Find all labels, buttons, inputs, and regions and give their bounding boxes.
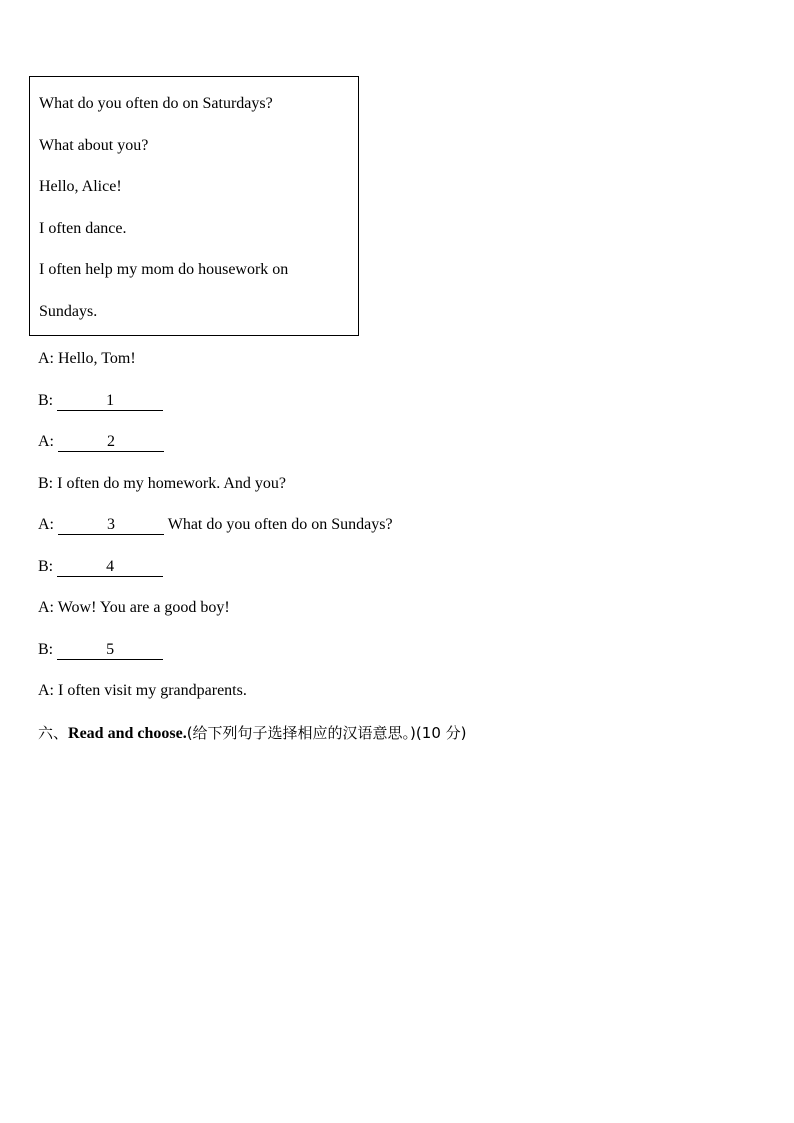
speaker-label: B: (38, 558, 54, 575)
dialogue-line (38, 681, 247, 701)
dialogue-line (38, 349, 136, 369)
dialogue-text: Hello, Tom! (58, 350, 136, 367)
dialogue-line (38, 391, 163, 411)
speaker-label: A: (38, 350, 54, 367)
dialogue-text: What do you often do on Sundays? (167, 516, 393, 533)
dialogue-text: Wow! You are a good boy! (57, 599, 230, 616)
speaker-label: A: (38, 682, 54, 699)
option-item: What do you often do on Saturdays? (39, 95, 273, 112)
dialogue-line (38, 474, 286, 494)
speaker-label: B: (38, 641, 54, 658)
answer-blank[interactable]: 3 (58, 516, 164, 535)
option-box (29, 76, 359, 336)
answer-blank[interactable]: 2 (58, 433, 164, 452)
section-title: Read and choose. (68, 725, 187, 742)
option-item: I often dance. (39, 220, 127, 237)
dialogue-line (38, 557, 163, 577)
dialogue-line (38, 432, 164, 452)
speaker-label: B: (38, 392, 54, 409)
answer-blank[interactable]: 4 (57, 558, 163, 577)
section-instruction: (给下列句子选择相应的汉语意思。) (186, 724, 416, 742)
option-item: Hello, Alice! (39, 178, 122, 195)
section-points: (10 分) (415, 724, 467, 742)
dialogue-line (38, 515, 393, 535)
section-number: 六、 (38, 724, 69, 742)
section-heading (38, 723, 466, 744)
speaker-label: A: (38, 433, 54, 450)
option-item: What about you? (39, 137, 149, 154)
answer-blank[interactable]: 5 (57, 641, 163, 660)
dialogue-text: I often visit my grandparents. (58, 682, 247, 699)
answer-blank[interactable]: 1 (57, 392, 163, 411)
option-item: Sundays. (39, 303, 98, 320)
speaker-label: B: (38, 475, 54, 492)
speaker-label: A: (38, 599, 54, 616)
speaker-label: A: (38, 516, 54, 533)
option-item: I often help my mom do housework on (39, 261, 289, 278)
dialogue-line (38, 640, 163, 660)
dialogue-line (38, 598, 230, 618)
dialogue-text: I often do my homework. And you? (57, 475, 286, 492)
